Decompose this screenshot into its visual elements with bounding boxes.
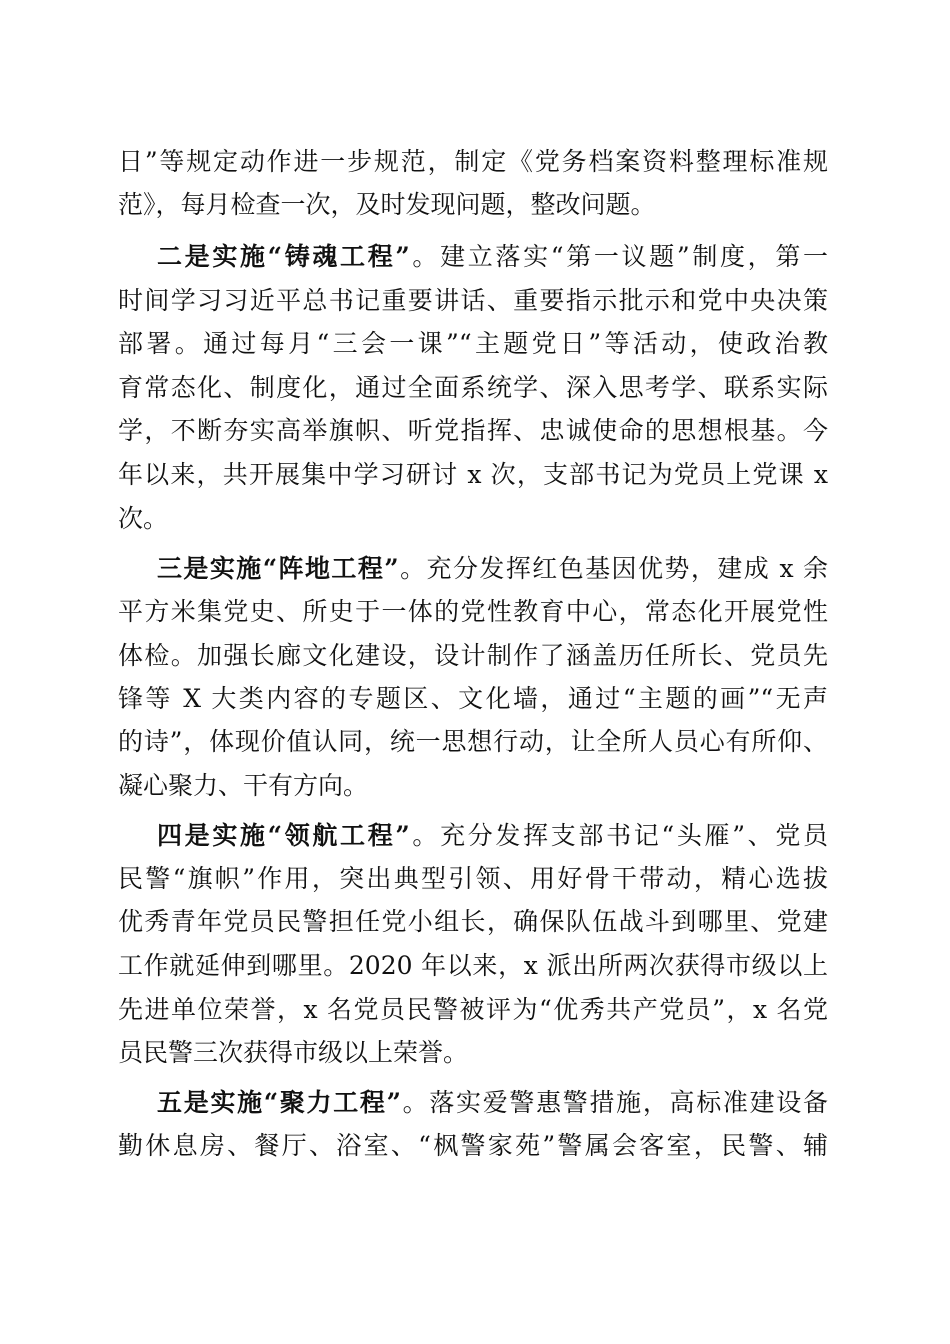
text-line: 学，不断夯实高举旗帜、听党指挥、忠诚使命的思想根基。今 [118,416,828,445]
text-line: 部署。通过每月“三会一课”“主题党日”等活动，使政治教 [118,329,828,358]
text-line: 工作就延伸到哪里。2020 年以来，x 派出所两次获得市级以上 [118,951,828,980]
text-line: 次。 [118,504,169,533]
paragraph-first-line [157,816,828,856]
text-line: 员民警三次获得市级以上荣誉。 [118,1038,469,1067]
paragraph-first-text: 。充分发挥红色基因优势，建成 x 余 [398,554,828,583]
paragraph-lead: 五是实施“聚力工程” [157,1088,401,1117]
paragraph-lead: 二是实施“铸魂工程” [157,242,410,271]
text-line: 先进单位荣誉，x 名党员民警被评为“优秀共产党员”，x 名党 [118,995,828,1024]
paragraph-first-line [157,549,828,589]
paragraph-first-line [157,237,828,277]
text-line: 体检。加强长廊文化建设，设计制作了涵盖历任所长、党员先 [118,641,828,670]
text-line: 锋等 X 大类内容的专题区、文化墙，通过“主题的画”“无声 [118,684,828,713]
text-line: 勤休息房、餐厅、浴室、“枫警家苑”警属会客室，民警、辅 [118,1131,828,1160]
text-line: 年以来，共开展集中学习研讨 x 次，支部书记为党员上党课 x [118,460,828,489]
text-line: 民警“旗帜”作用，突出典型引领、用好骨干带动，精心选拔 [118,864,828,893]
paragraph-first-text: 。落实爱警惠警措施，高标准建设备 [400,1088,828,1117]
paragraph-first-text: 。充分发挥支部书记“头雁”、党员 [409,821,828,850]
text-line: 凝心聚力、干有方向。 [118,771,369,800]
text-line: 平方米集党史、所史于一体的党性教育中心，常态化开展党性 [118,597,828,626]
text-line: 的诗”，体现价值认同，统一思想行动，让全所人员心有所仰、 [118,727,828,756]
paragraph-first-line [157,1083,828,1123]
paragraph-lead: 四是实施“领航工程” [157,821,410,850]
text-line: 日”等规定动作进一步规范，制定《党务档案资料整理标准规 [118,147,828,176]
paragraph-first-text: 。建立落实“第一议题”制度，第一 [409,242,828,271]
text-line: 优秀青年党员民警担任党小组长，确保队伍战斗到哪里、党建 [118,907,828,936]
text-line: 时间学习习近平总书记重要讲话、重要指示批示和党中央决策 [118,286,828,315]
text-line: 范》，每月检查一次，及时发现问题，整改问题。 [118,190,656,219]
text-line: 育常态化、制度化，通过全面系统学、深入思考学、联系实际 [118,373,828,402]
paragraph-lead: 三是实施“阵地工程” [157,554,399,583]
